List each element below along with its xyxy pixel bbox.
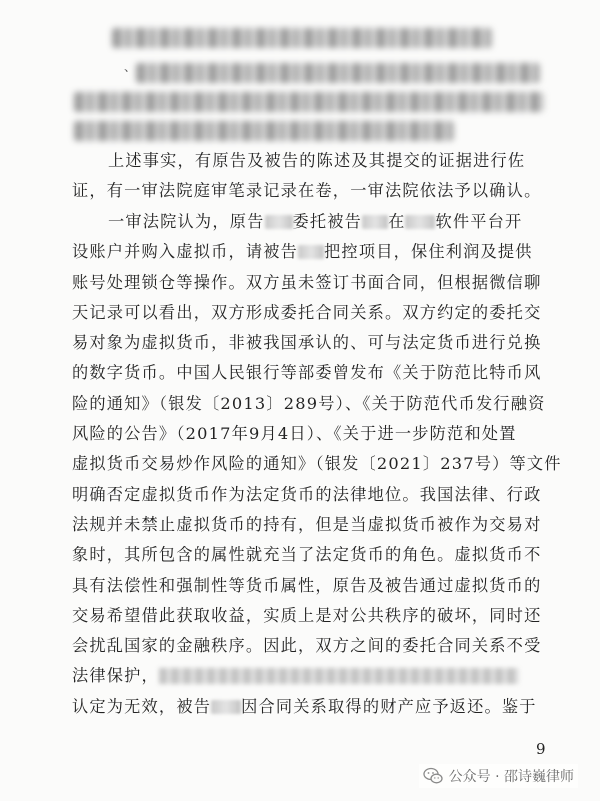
redacted-line: [136, 63, 540, 83]
text-line: 证，有一审法院庭审笔录记录在卷，一审法院依法予以确认。: [72, 181, 542, 201]
text-fragment: 一审法院认为，原告: [108, 212, 265, 231]
text-line: [72, 661, 548, 691]
text-fragment: 法律保护，: [72, 666, 159, 686]
page-number: 9: [536, 740, 546, 758]
redacted-line: [112, 28, 492, 48]
watermark-text: 公众号 · 邵诗巍律师: [448, 769, 574, 785]
text-fragment: 委托被告: [292, 212, 363, 231]
text-fragment: 把控项目，保住利润及提供: [324, 242, 533, 262]
text-line: 的数字货币。中国人民银行等部委曾发布《关于防范比特币风: [72, 363, 542, 383]
text-fragment: 在: [388, 212, 406, 231]
text-fragment: 软件平台开: [435, 212, 523, 231]
redacted-name: [211, 700, 241, 714]
text-line: 账号处理锁仓等操作。双方虽未签订书面合同，但根据微信聊: [72, 272, 542, 292]
text-fragment: 设账户并购入虚拟币，请被告: [72, 242, 299, 262]
text-fragment: 因合同关系取得的财产应予返还。鉴于: [241, 696, 537, 716]
text-line: 上述事实，有原告及被告的陈述及其提交的证据进行佐: [108, 151, 526, 170]
text-line: 交易希望借此获取收益，实质上是对公共秩序的破坏，同时还: [72, 605, 542, 625]
text-line: 天记录可以看出，双方形成委托合同关系。双方约定的委托交: [72, 302, 542, 322]
redacted-name: [298, 245, 324, 259]
text-line: 象时，其所包含的属性就充当了法定货币的角色。虚拟货币不: [72, 545, 542, 565]
text-fragment: 认定为无效，被告: [72, 696, 212, 716]
redacted-text: [159, 668, 519, 684]
text-line: 具有法偿性和强制性等货币属性，原告及被告通过虚拟货币的: [72, 575, 542, 595]
text-line: [72, 692, 548, 722]
redacted-name: [362, 215, 388, 229]
text-line: 虚拟货币交易炒作风险的通知》（银发〔2021〕237号）等文件: [72, 454, 562, 474]
text-line: 易对象为虚拟货币，非被我国承认的、可与法定货币进行兑换: [72, 333, 542, 353]
watermark: [419, 764, 578, 788]
redacted-mark: 、: [124, 60, 137, 74]
redacted-line: [74, 121, 454, 141]
redacted-name: [405, 215, 435, 229]
paragraph-facts: [72, 146, 548, 207]
redacted-name: [265, 215, 293, 229]
text-line: [72, 207, 548, 237]
text-line: 明确否定虚拟货币作为法定货币的法律地位。我国法律、行政: [72, 484, 542, 504]
text-line: 法规并未禁止虚拟货币的持有，但是当虚拟货币被作为交易对: [72, 514, 542, 534]
wechat-icon: [423, 767, 443, 785]
text-line: 风险的公告》（2017年9月4日）、《关于进一步防范和处置: [72, 424, 517, 444]
text-line: 会扰乱国家的金融秩序。因此，双方之间的委托合同关系不受: [72, 636, 542, 656]
text-line: [72, 237, 548, 267]
paragraph-court-opinion: [72, 207, 562, 722]
text-line: 险的通知》（银发〔2013〕289号）、《关于防范代币发行融资: [72, 393, 546, 413]
redacted-line: [74, 92, 544, 112]
